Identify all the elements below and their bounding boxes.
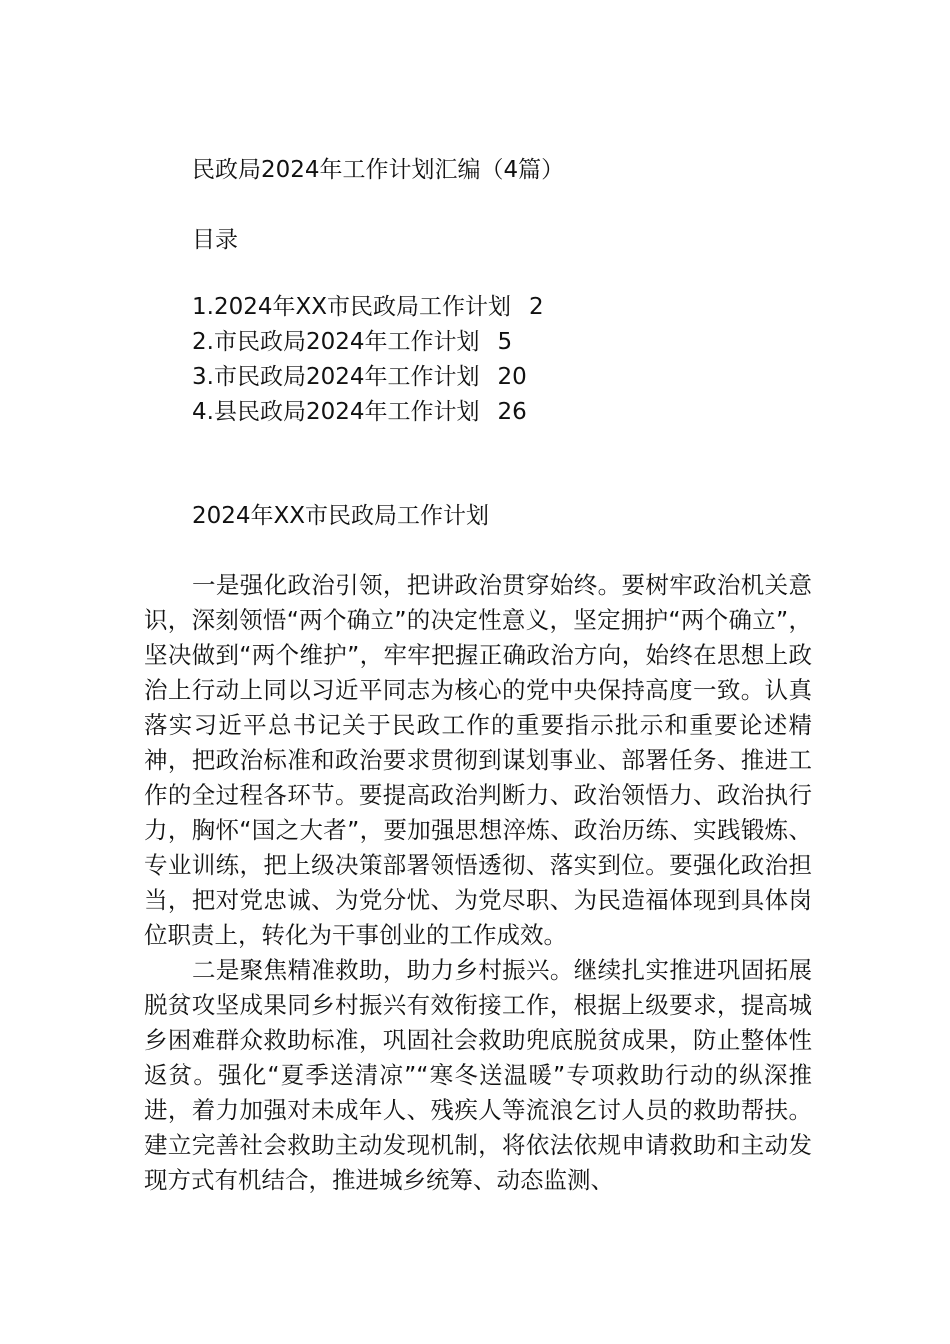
toc-entry-page: 5 [497, 329, 513, 355]
toc-entry[interactable] [192, 395, 544, 430]
paragraph: 二是聚焦精准救助，助力乡村振兴。继续扎实推进巩固拓展脱贫攻坚成果同乡村振兴有效衔接工作，根据上级要求，提高城乡困难群众救助标准，巩固社会救助兜底脱贫成果，防止整体性返贫。强化“夏季送清凉”“寒冬送温暖”专项救助行动的纵深推进，着力加强对未成年人、残疾人等流浪乞讨人员的救助帮扶。建立完善社会救助主动发现机制，将依法依规申请救助和主动发现方式有机结合，推进城乡统筹、动态监测、 [144, 956, 812, 1194]
toc-entry-label: 2.市民政局2024年工作计划 [192, 329, 480, 355]
toc-entry-page: 26 [497, 399, 527, 425]
toc-entry-page: 20 [497, 364, 527, 390]
toc-entry-page: 2 [529, 294, 544, 320]
body-text [144, 568, 812, 1198]
toc-entry-label: 4.县民政局2024年工作计划 [192, 399, 480, 425]
table-of-contents [192, 290, 544, 430]
toc-entry[interactable] [192, 325, 544, 360]
toc-entry-label: 3.市民政局2024年工作计划 [192, 364, 480, 390]
toc-entry[interactable] [192, 360, 544, 395]
section-title: 2024年XX市民政局工作计划 [192, 503, 490, 529]
paragraph: 一是强化政治引领，把讲政治贯穿始终。要树牢政治机关意识，深刻领悟“两个确立”的决定性意义，坚定拥护“两个确立”，坚决做到“两个维护”，牢牢把握正确政治方向，始终在思想上政治上行动上同以习近平同志为核心的党中央保持高度一致。认真落实习近平总书记关于民政工作的重要指示批示和重要论述精神，把政治标准和政治要求贯彻到谋划事业、部署任务、推进工作的全过程各环节。要提高政治判断力、政治领悟力、政治执行力，胸怀“国之大者”，要加强思想淬炼、政治历练、实践锻炼、专业训练，把上级决策部署领悟透彻、落实到位。要强化政治担当，把对党忠诚、为党分忧、为党尽职、为民造福体现到具体岗位职责上，转化为干事创业的工作成效。 [144, 571, 812, 949]
toc-heading: 目录 [192, 227, 238, 253]
toc-entry[interactable] [192, 290, 544, 325]
toc-entry-label: 1.2024年XX市民政局工作计划 [192, 294, 511, 320]
document-title: 民政局2024年工作计划汇编（4篇） [192, 157, 565, 183]
